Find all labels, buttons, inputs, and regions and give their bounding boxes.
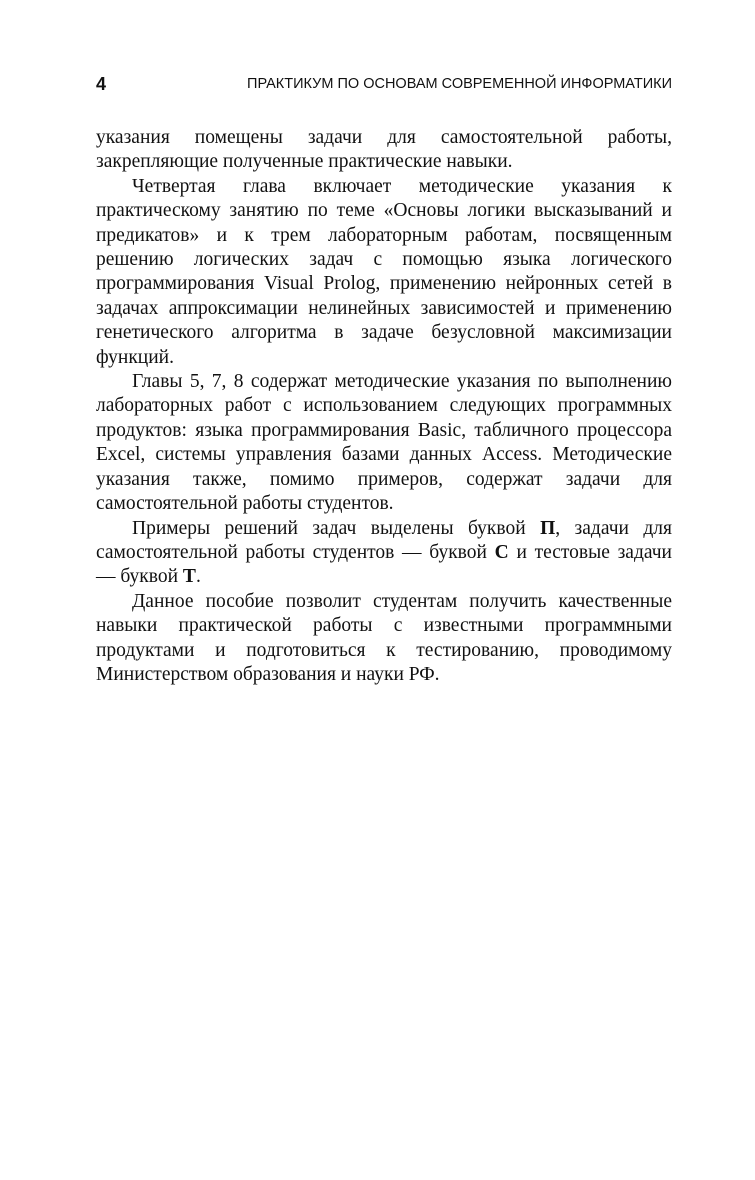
paragraph-chapter-four: Четвертая глава включает методические указания к практическому занятию по теме «Основы логики высказываний и предикатов» и к трем лабораторным работам, посвященным решению логических задач с помощью языка логического программирования Visual Prolog, применению нейронных сетей в задачах аппроксимации нелинейных зависимостей и применению генетического алгоритма в задаче безусловной максимизации функций. <box>96 175 672 368</box>
paragraph-continuation: указания помещены задачи для самостоятельной работы, закрепляющие полученные практические навыки. <box>96 127 672 173</box>
body-text <box>96 126 672 687</box>
marker-letter-tests: Т <box>182 566 196 588</box>
page-number: 4 <box>96 74 107 94</box>
marker-letter-self-study: С <box>494 541 509 563</box>
paragraph-task-markers <box>96 517 672 590</box>
markers-text-part-2: , задачи для самостоятельной работы студентов — буквой <box>96 517 672 563</box>
markers-text-part-1: Примеры решений задач выделены буквой <box>132 517 541 539</box>
markers-text-part-3: и тестовые задачи — буквой <box>96 541 672 588</box>
running-title: ПРАКТИКУМ ПО ОСНОВАМ СОВРЕМЕННОЙ ИНФОРМАТИКИ <box>247 76 672 92</box>
paragraph-chapters-five-seven-eight: Главы 5, 7, 8 содержат методические указания по выполнению лабораторных работ с использованием следующих программных продуктов: языка программирования Basic, табличного процессора Excel, системы управления базами данных Access. Методические указания также, помимо примеров, содержат задачи для самостоятельной работы студентов. <box>96 371 672 515</box>
marker-letter-examples: П <box>540 517 556 539</box>
paragraph-conclusion: Данное пособие позволит студентам получить качественные навыки практической работы с известными программными продуктами и подготовиться к тестированию, проводимому Министерством образования и науки РФ. <box>96 590 672 685</box>
markers-text-part-4: . <box>195 566 201 588</box>
page-header <box>96 72 672 96</box>
